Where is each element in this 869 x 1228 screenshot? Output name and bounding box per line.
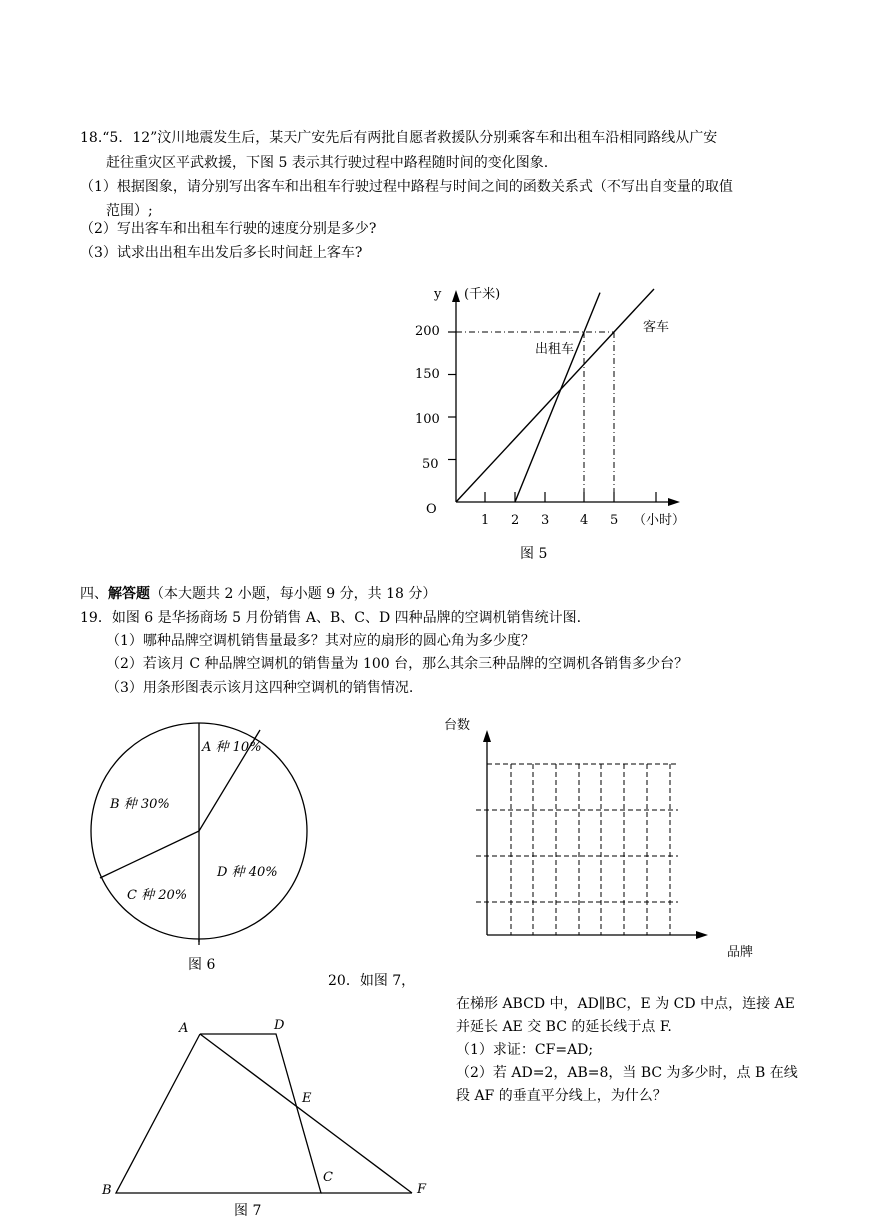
y-tick-label: 200 [415,324,440,339]
point-a-label: A [179,1021,189,1036]
grid-y-label: 台数 [444,718,471,733]
q18-line1: 18.“5．12”汶川地震发生后，某天广安先后有两批自愿者救援队分别乘客车和出租车沿相同路线从广安 [80,130,718,146]
slice-label-b: B 种 30% [110,797,170,812]
point-b-label: B [102,1183,112,1198]
point-d-label: D [274,1018,285,1033]
q19-part2: （2）若该月 C 种品牌空调机的销售量为 100 台，那么其余三种品牌的空调机各销售多少台？ [106,656,689,672]
point-f-label: F [417,1182,427,1197]
figure-6-caption: 图 6 [188,957,216,973]
slice-label-a: A 种 10% [202,740,262,755]
point-e-label: E [302,1091,312,1106]
figure-7-caption: 图 7 [234,1203,262,1219]
trapezoid-outline [116,1034,321,1193]
point-c-label: C [323,1170,333,1185]
q20-part2b: 段 AF 的垂直平分线上，为什么？ [456,1088,667,1104]
section-4-desc: （本大题共 2 小题，每小题 9 分，共 18 分） [150,586,437,602]
section-4-prefix: 四、 [80,586,108,602]
section-4-title: 解答题 [108,586,150,602]
q19-part3: （3）用条形图表示该月这四种空调机的销售情况. [106,680,414,696]
q19-line1: 19．如图 6 是华扬商场 5 月份销售 A、B、C、D 四种品牌的空调机销售统计图. [80,610,582,626]
y-unit-label: (千米) [464,287,501,302]
q20-part2a: （2）若 AD=2，AB=8，当 BC 为多少时，点 B 在线 [456,1065,798,1081]
x-tick-label: 2 [511,513,520,528]
q20-part1: （1）求证：CF=AD; [456,1042,594,1058]
q20-line2: 并延长 AE 交 BC 的延长线于点 F. [456,1019,672,1035]
series-label-bus: 客车 [643,320,670,335]
x-tick-label: 1 [481,513,490,528]
q18-part3: （3）试求出出租车出发后多长时间赶上客车? [80,245,363,261]
grid-x-label: 品牌 [727,945,754,960]
q18-part1b: 范围）; [106,203,153,219]
y-tick-label: 50 [422,457,439,472]
q20-line1: 在梯形 ABCD 中，AD∥BC，E 为 CD 中点，连接 AE [456,996,795,1012]
slice-label-d: D 种 40% [217,865,278,880]
x-tick-label: 3 [541,513,550,528]
y-axis-label: y [434,287,442,302]
q18-part2: （2）写出客车和出租车行驶的速度分别是多少? [80,221,377,237]
q18-line2: 赶往重灾区平武救援，下图 5 表示其行驶过程中路程随时间的变化图象. [106,155,549,171]
series-label-taxi: 出租车 [535,342,575,357]
x-tick-label: 4 [580,513,589,528]
y-tick-label: 150 [415,367,440,382]
x-tick-label: 5 [610,513,619,528]
q18-part1a: （1）根据图象，请分别写出客车和出租车行驶过程中路程与时间之间的函数关系式（不写出自变量的取值 [80,179,733,195]
segment-af [200,1034,412,1193]
y-tick-label: 100 [415,412,440,427]
q20-intro: 20．如图 7， [328,973,416,989]
q19-part1: （1）哪种品牌空调机销售量最多？其对应的扇形的圆心角为多少度？ [106,633,535,649]
x-unit-label: （小时） [633,513,686,528]
figure-5-caption: 图 5 [520,546,548,562]
origin-label: O [426,502,437,517]
slice-label-c: C 种 20% [127,888,188,903]
